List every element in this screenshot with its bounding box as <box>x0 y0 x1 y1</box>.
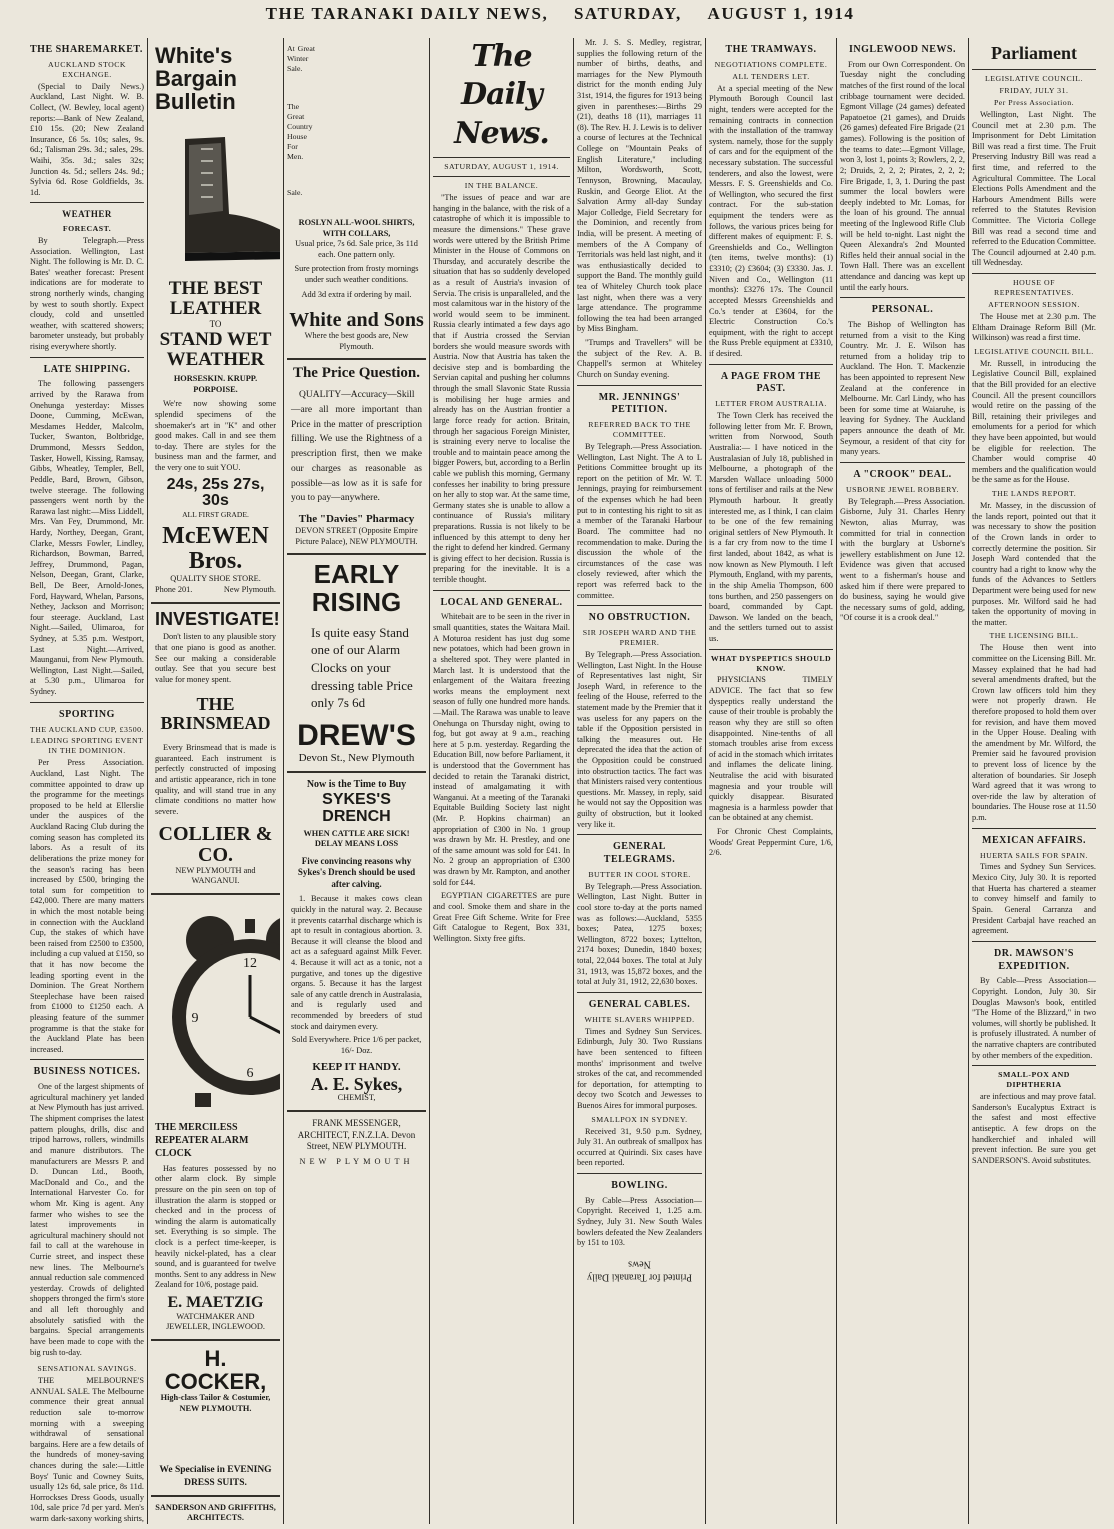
collier-ad <box>151 602 280 893</box>
sporting-heading: SPORTING <box>59 708 115 720</box>
pharmacy-ad <box>287 358 426 553</box>
add-3d-text: Add 3d extra if ordering by mail. <box>301 289 412 299</box>
drews-ad <box>287 553 426 771</box>
cup-text: Per Press Association. Auckland, Last Night. The committee appointed to draw up the programme for the meetings proposed to be held at Ellerslie under the auspices of the Auckland Racing Club during the coming season has completed its labors. As a result of its deliberations the prize money for the season's racing has been increased by £500, bringing the total sum for competition to £42,000. There are many matters in which the most notable being in connection with the Auckland Cup, the stakes of which have been raised from £2500 to £3500, including a cup valued at £150, so that it has now become the leading sporting event in the Dominion. The Great Northern Steeplechase have been raised from £1000 to £1250 each. A pleasing feature of the summer programme is that the stake for the Auckland Plate has been increased. <box>30 758 144 1054</box>
sold-label: Sold Everywhere. Price 1/6 per packet, 16/- Doz. <box>291 1035 422 1055</box>
leather-types: HORSESKIN. KRUPP. PORPOISE. <box>173 374 258 394</box>
whites-title: White's Bargain Bulletin <box>155 43 237 115</box>
smallpox-diphtheria-heading: SMALL-POX AND DIPHTHERIA <box>998 1070 1070 1090</box>
local-general-heading: LOCAL AND GENERAL. <box>440 596 563 608</box>
column-rule <box>968 38 969 1524</box>
lands-heading: THE LANDS REPORT. <box>991 489 1077 499</box>
sharemarket-text: (Special to Daily News.) Auckland, Last Night. W. B. Collect, (W. Bewley, local agent) reports:—Bank of New Zealand, £10 15s. (20; New Zealand Insurance, £6 5s. 10s; sales, 9s. 6d.; Talisman 29s. 3d.; sales, 29s. Waihi, 35s. 3d.; sales 32s; Junction 4s. 5d.; sellers 24s. 9d.; Sylvia 6d. Rose Goldfields, 3s. 1d. <box>30 81 144 197</box>
svg-text:12: 12 <box>243 955 257 971</box>
sykes-ad <box>287 771 426 1110</box>
cup-subheading: LEADING SPORTING EVENT IN THE DOMINION. <box>30 736 144 756</box>
cattle-label: WHEN CATTLE ARE SICK! DELAY MEANS LOSS <box>303 828 410 849</box>
jennings-text: By Telegraph.—Press Association. Wellington, Last Night. The A to L Petitions Committee brought up its report on the petition of Mr. W. T. Jennings, praying for reimbursement of the expenses which he had been put to in contesting his right to sit as a member of the Taranaki Harbour Board. The committee had no recommendation to make. During the discussion the whole of the circumstances of the case was closely reviewed, after which the report was referred back to the committee. <box>577 442 702 600</box>
parliament-heading: Parliament <box>991 43 1077 63</box>
letter-text: The Town Clerk has received the following letter from Mr. F. Brown, written from Norwood, South Australia:— I have noticed in the Australasian of July 18, published in Melbourne, a photograph of the Marsden Wallace unloading 5000 tons of fertiliser and rails at the New Plymouth harbour. It greatly interested me, as I think, I can claim to be one of the few remaining original settlers of New Plymouth. It is a far cry from now to the time I first landed, about 1842, as what is now known as New Plymouth. I left Plymouth, England, with my parents, in the ship Amelia Thompson, 600 tons burthen, and 250 passengers on board, commanded by Capt. Dawson. We landed on the beach, and the settlers turned out to assist us. <box>709 411 833 643</box>
best-leather-heading: THE BEST LEATHER <box>168 277 263 319</box>
huerta-heading: HUERTA SAILS FOR SPAIN. <box>979 850 1089 860</box>
mcewen-heading: McEWEN Bros. <box>162 522 269 575</box>
column-rule <box>147 38 148 1524</box>
lands-text: Mr. Massey, in the discussion of the lands report, pointed out that it was necessary to show the position of the Crown lands in order to correctly determine the position. Sir Joseph Ward contended that the country had a right to know why the funds of the Advances to Settlers Department were being used for new purposes. Mr. Wilford said he had taken the opportunity of moving in the matter. <box>972 501 1096 627</box>
cigarettes-text: EGYPTIAN CIGARETTES are pure and cool. Smoke them and share in the Great Free Gift Scheme. Write for Free Gift Catalogue to Regent, Box 331, Wellington. Sixty free gifts. <box>433 891 570 943</box>
boot-illustration <box>155 119 280 269</box>
friday-label: FRIDAY, JULY 31. <box>999 86 1069 95</box>
tramways-text: At a special meeting of the New Plymouth Borough Council last night, tenders were accepted for the remaining contracts in connection with the installation of the tramway system. namely, those for the supply of cars and for the equipment of the necessary substation. The successful tenderers, and also the lowest, were Messrs. F. S. Greenshields and Co. of Wellington, who secured the first contract. For the sub-station equipment the tenders were as follows, the various prices being for different makes of equipment: F. S. Greenshields and Co., Wellington (ten items, twelve months): (1) £3310; (2) £3604; (3) £3330. Jas. J. Niven and Co., Wellington (11 months): £3276 17s. The Council accepted Messrs Greenshields and Co.'s tender at £3604, for the Electric Construction Co.'s equipment, with the right to accept the Russ Preble equipment at £3310, if desired. <box>709 83 833 358</box>
council-text: Wellington, Last Night. The Council met at 2.30 p.m. The Imprisonment for Debt Limitation Bill was read a first time. The Fruit Preserving Industry Bill was read a first time, and referred to the Agricultural Committee. The Local Elections Polls Amendment and the Harbours Amendment Bills were referred to the Statutes Revision Committee. The Victoria College Bill was read a second time and referred to the Education Committee. The Council adjourned at 2.40 p.m. till Wednesday. <box>972 109 1096 268</box>
butter-text: By Telegraph.—Press Association. Wellington, Last Night. Butter in cool store to-day at the ports named was as follows:—Auckland, 5355 boxes; Patea, 1275 boxes; Wellington, 8722 boxes; Lyttelton, 2174 boxes; Dunedin, 1840 boxes; total, 22,044 boxes. The total at July 31, 1913, was 15,872 boxes, and the total at July 31, 1912, 22,630 boxes. <box>577 881 702 987</box>
white-sons-address: Where the best goods are, New Plymouth. <box>304 331 409 351</box>
price-question-text: QUALITY—Accuracy—Skill—are all more important than Price in the matter of prescription filling. We use the Rightness of a prescription first, then we make our charges as reasonable as possible—as low as it is safe for you to pay—anywhere. <box>291 390 422 504</box>
messenger-ad <box>287 1110 426 1173</box>
bowling-heading: BOWLING. <box>611 1179 668 1191</box>
dyspeptics-text: PHYSICIANS TIMELY ADVICE. The fact that so few dyspeptics really understand the cause of their trouble is probably the reason why they are still so often disappointed. Nine-tenths of all stomach troubles arise from excess of acid in the stomach which irritates and inflames the delicate lining. Neutralise the acid with bisurated magnesia and your trouble will quickly disappear. Bisurated magnesia is a harmless powder that can be obtained at any chemist. <box>709 675 833 823</box>
column-rule <box>836 38 837 1524</box>
obstruction-heading: NO OBSTRUCTION. <box>588 612 691 624</box>
shoe-prices: 24s, 25s 27s, 30s <box>166 475 265 510</box>
cables-heading: GENERAL CABLES. <box>588 998 691 1010</box>
mcewen-contact <box>155 585 276 596</box>
whites-side-label: At Great Winter Sale. <box>287 44 315 73</box>
trumps-text: "Trumps and Travellers" will be the subject of the Rev. A. B. Chappell's sermon at Whiteley Church on Sunday evening. <box>577 338 702 379</box>
balance-text: "The issues of peace and war are hanging in the balance, with the risk of a catastrophe of which it is impossible to measure the dimensions." These grave words were uttered by the British Prime Minister in the House of Commons on Thursday, and accurately describe the situation that has so suddenly developed as a result of Austria's invasion of Servia. The crisis is unparalleled, and the most calamitous war in the history of the world would seem to be imminent. Russia clearly intimated a few days ago that if Austria crossed the Servian borders she would measure swords with Austria. Now that Austria has taken the decisive step and is bombarding the Servian capital and pushing her columns through the small Slavonic State Russia is mobilising her huge armies and already has on the Austrian frontier a large force ready for action. Britain, through her sagacious Foreign Minister, is straining every nerve to localise the trouble and to maintain peace among the bigger Powers, but, according to a Berlin cable we publish this morning, Germany confesses her inability to bring pressure on her ally to stop war. At the same time, Germany states she is unable to allow a continuance of Russia's military preparations. Russia is not likely to be influenced by this attempt to deny her the right to defend her kindred. Germany is giving effect to her decision. Russia is preparing for the inevitable. It is a terrible thought. <box>433 193 570 585</box>
bowling-text: By Cable—Press Association—Copyright. Received 1, 1.25 a.m. Sydney, July 31. New South Wales bowlers defeated the New Zealanders by 151 to 103. <box>577 1195 702 1248</box>
leather-text: We're now showing some splendid specimens of the shoemaker's art in "K" and other good makes. Call in and see them to-day. There are styles for the business man and the farmer, and the very one to suit YOU. <box>155 399 276 473</box>
column-3 <box>287 38 426 1524</box>
slavers-text: Times and Sydney Sun Services. Edinburgh, July 30. Two Russians have been sentenced to fifteen months' imprisonment and twelve strokes of the cat, and recommended for deportation, for attempting to decoy two Scotch and Jewesses to Buenos Aires for immoral purposes. <box>577 1026 702 1110</box>
column-8 <box>972 38 1096 1524</box>
forecast-heading: FORECAST. <box>62 223 112 233</box>
cocker-heading: H. COCKER, <box>164 1346 267 1395</box>
shipping-heading: LATE SHIPPING. <box>43 363 131 375</box>
merciless-heading: THE MERCILESS REPEATER ALARM CLOCK <box>155 1122 249 1159</box>
jennings-heading: MR. JENNINGS' PETITION. <box>598 391 681 416</box>
whites-ad <box>151 38 280 602</box>
dyspeptics-heading: WHAT DYSPEPTICS SHOULD KNOW. <box>710 653 832 673</box>
to-label: TO <box>209 318 222 329</box>
drews-address: Devon St., New Plymouth <box>298 752 415 765</box>
sharemarket-heading: THE SHAREMARKET. <box>30 44 143 55</box>
legislative-bill-text: Mr. Russell, in introducing the Legislative Council Bill, explained that the Bill provided for an elective Council. All the present councillors would retire on the passing of the Bill, retaining their privileges and emoluments for a period for which they have been appointed, but would be eligible for reelection. The Chamber would comprise 40 members and the qualification would be the same as for the House. <box>972 358 1096 485</box>
weather-heading: WEATHER <box>62 209 112 220</box>
sanderson-heading: SANDERSON AND GRIFFITHS, ARCHITECTS. <box>155 1502 276 1523</box>
business-text: One of the largest shipments of agricultural machinery yet landed at New Plymouth has just arrived. The shipment comprises the latest pattern ploughs, drills, disc and tripod harrows, rollers, windmills and manure distributors. The manufacturers are Messrs P. and D. Duncan Ltd., Booth, MacDonald and Co., and the International Harvester Co. for whom Mr. King is agent. Any farmer who wishes to see the latest improvements in agricultural machinery should not fail to call at the warehouse in Currie street, and inspect these new lines. The Melbourne's annual reduction sale commenced yesterday. Crowds of delighted shoppers thronged the firm's store and all left thoroughly and absolutely satisfied with the bargains. Special arrangements have been made to cope with the big rush to-day. <box>30 1082 144 1357</box>
registrar-text: Mr. J. S. S. Medley, registrar, supplies the following return of the number of births, deaths, and marriages for the New Plymouth district for the month ending July 31st, 1914, the figures for 1913 being given in parentheses:—Births 29 (21), deaths 18 (11), marriages 11 (8). The Rev. H. J. Lewis is to deliver a course of lectures at the Technical College on "Mountain Peaks of English Literature," including Milton, Wordsworth, Scott, Tennyson, Browning, Macaulay, Ruskin, and George Eliot. At the Salvation Army all-day Sunday Major Colledge, Field Secretary for the Dominion, and recently from India, will be present. A meeting of members of the A Company of Territorials was held last night, and it was enthusiastically decided to support the Band. The monthly guild tea of Whiteley Church took place last night, when there was a very large attendance. The programme following the tea had been arranged by Miss Bingham. <box>577 38 702 334</box>
clock-ad <box>151 893 280 1339</box>
slavers-heading: WHITE SLAVERS WHIPPED. <box>584 1014 695 1024</box>
drews-heading: DREW'S <box>297 718 416 752</box>
smallpox-heading: SMALLPOX IN SYDNEY. <box>591 1114 688 1124</box>
reps-heading: HOUSE OF REPRESENTATIVES. <box>994 278 1074 298</box>
masthead-date: AUGUST 1, 1914 <box>707 4 855 23</box>
stock-exchange-subheading: AUCKLAND STOCK EXCHANGE. <box>47 59 127 79</box>
balance-heading: IN THE BALANCE. <box>464 181 539 191</box>
sykes-reasons: 1. Because it makes cows clean quickly in the natural way. 2. Because it prevents catarrhal discharge which is apt to result in contagious abortion. 3. Because it will cleanse the blood and act as a safeguard against Milk Fever. 4. Because it will act as a tonic, not a purgative, and tones up the digestive organs. 5. Because it has the largest sale of any cattle drench in Australasia, and is regularly used and recommended by breeders of stud stock and dairymen every. <box>291 894 422 1031</box>
chemist-label: CHEMIST, <box>337 1093 376 1103</box>
merciless-text: Has features possessed by no other alarm clock. By simple pressure on the pin seen on top of illustration the alarm is stopped or checked and in the process of winding the alarm is automatically set. Everything is so simple. The clock is a perfect time-keeper, is heavily nickel-plated, has a clear sound, and is guaranteed for twelve months. Sent to any address in New Zealand for 10/6, postage paid. <box>155 1163 276 1290</box>
cocker-subheading: High-class Tailor & Costumier, NEW PLYMOUTH. <box>160 1393 271 1413</box>
roslyn-ad <box>287 218 426 352</box>
roslyn-price: Usual price, 7s 6d. Sale price, 3s 11d each. One pattern only. <box>295 239 418 259</box>
reps-text: The House met at 2.30 p.m. The Eltham Drainage Reform Bill (Mr. Wilkinson) was read a first time. <box>972 311 1096 343</box>
column-1 <box>30 38 144 1524</box>
investigate-heading: INVESTIGATE! <box>155 608 280 629</box>
davies-address: DEVON STREET (Opposite Empire Picture Palace), NEW PLYMOUTH. <box>295 526 418 546</box>
local-general-text: Whitebait are to be seen in the river in small quantities, states the Waitara Mail. A Moturoa resident has just dug some new potatoes, which had been grown in a sheltered spot. They were planted in March last. It is understood that the enlargement of the Waitara freezing works means the employment next season of fully one hundred more hands.—Mail. The Rarawa was unable to leave Onehunga on Thursday night, owing to fog, but got away at 9 a.m., reaching here at 5 p.m. yesterday. Regarding the Education Bill, now before Parliament, it is understood that the Government has decided to retain the Taranaki district, instead of amalgamating it with Wanganui. At a meeting of the Taranaki Equitable Building Society last night (Mr. P. Hopkins chairman) an appropriation of £300 in No. 1 group was drawn by Mr. H. Prestley, and one of the same amount was sold for £41. In No. 2 group an appropriation of £300 was drawn by Mr. Rampton, and another sold for £44. <box>433 612 570 887</box>
shipping-text: The following passengers arrived by the Rarawa from Onehunga yesterday: Misses Doone, Cumming, McEwan, Mesdames Hedder, Malcolm, Tucker, Swanton, Boltbridge, Drummond, Messrs Seddon, Tasker, Howell, Kissing, Ramsay, Gibbs, Wheatley, Templer, Bell, Peddle, Bard, Brown, Gibson, twelve steerage. The following passengers went north by the Rarawa last night:—Miss Liddell, Mrs. Van Fey, Drummond, Mr. Hardy, Northey, Deegan, Grant, Clarke, Messrs Fowler, Lindley, Richardson, Bowman, Barred, Jeffrey, Drummond, Pagan, Nelson, Deegan, Grant, Clarke, Bell, De Beer, Arnold-Jones, Ford, Hayward, Whelan, Parsons, Nethey, Jackson and Morrison; four steerage. Auckland, Last Night.—Sailed, Ulimaroa, for Sydney, at 5.35 p.m. Westport, Last Night.—Arrived, Maunganui, from New Plymouth. Wellington, Last Night.—Sailed, at 5.30 p.m., Ulimaroa for Sydney. <box>30 379 144 697</box>
sensational-text: THE MELBOURNE'S ANNUAL SALE. The Melbourne commence their great annual reduction sale to-morrow morning with a sweeping withdrawal of sensational bargains. Here are a few details of the hundreds of money-saving chances during the sale:—Little Boys' Tunic and Cowney Suits, usually 12s 6d, sale price, 8s 11d. Horrockses Dress Goods, usually 10d, sale price 7d per yard. Men's warm dark-saxony working shirts, <box>30 1376 144 1523</box>
personal-heading: PERSONAL. <box>871 304 934 316</box>
business-heading: BUSINESS NOTICES. <box>33 1066 141 1078</box>
first-grade-label: ALL FIRST GRADE. <box>182 510 249 520</box>
tramways-subheading: NEGOTIATIONS COMPLETE. <box>714 59 828 69</box>
column-7 <box>840 38 965 1524</box>
tenders-subheading: ALL TENDERS LET. <box>732 71 810 81</box>
legislative-bill-heading: LEGISLATIVE COUNCIL BILL. <box>974 346 1094 356</box>
specialise-label: We Specialise in EVENING DRESS SUITS. <box>159 1465 272 1488</box>
obstruction-subheading: SIR JOSEPH WARD AND THE PREMIER. <box>582 627 697 647</box>
press-association-label: Per Press Association. <box>993 97 1075 107</box>
mawson-text: By Cable—Press Association—Copyright. London, July 30. Sir Douglas Mawson's book, entitled "The Home of the Blizzard," in two volumes, will shortly be published. It is profusely illustrated. A number of the narrative chapters are contributed by other members of the expedition. <box>972 976 1096 1060</box>
forecast-text: By Telegraph.—Press Association. Wellington, Last Night. The following is Mr. D. C. Bates' weather forecast: Present indications are for moderate to strong northerly winds, changing by west to south shortly. Expect cloudy, cold and unsettled weather, with scattered showers; barometer unsteady, but probably rising everywhere shortly. <box>30 235 144 352</box>
collier-address: NEW PLYMOUTH and WANGANUI. <box>175 865 256 886</box>
past-heading: A PAGE FROM THE PAST. <box>720 370 822 395</box>
peppermint-cure-text: For Chronic Chest Complaints, Woods' Great Peppermint Cure, 1/6, 2/6. <box>709 827 833 858</box>
maetzig-subheading: WATCHMAKER AND JEWELLER, INGLEWOOD. <box>166 1311 265 1332</box>
mexican-heading: MEXICAN AFFAIRS. <box>982 834 1086 846</box>
mcewen-location: New Plymouth. <box>223 584 276 594</box>
footer-new-plymouth: NEW PLYMOUTH <box>299 1156 414 1166</box>
column-rule <box>283 38 284 1524</box>
printer-stamp: Printed for Taranaki Daily News <box>587 1258 692 1283</box>
cup-heading: THE AUCKLAND CUP, £3500. <box>30 724 144 734</box>
personal-text: The Bishop of Wellington has returned from a visit to the King Country. Mr. J. E. Wilson has returned from a holiday trip to Auckland. The Hon. T. Mackenzie has been appointed to represent New Zealand at the conference in Melbourne. Mr. Carl Lindy, who has been for some time at Waiaruhe, is leaving for Sydney. The Auckland papers announce the death of Mr. Seymour, a resident of that city for many years. <box>840 320 965 457</box>
daily-news-title: The Daily News. <box>454 39 549 151</box>
masthead-paper: THE TARANAKI DAILY NEWS, <box>265 4 549 23</box>
asykes-heading: A. E. Sykes, <box>310 1073 403 1094</box>
column-2 <box>151 38 280 1524</box>
quality-store-label: QUALITY SHOE STORE. <box>170 574 261 584</box>
mawson-heading: DR. MAWSON'S EXPEDITION. <box>994 947 1074 972</box>
bargain-sale-label: Sale. <box>287 188 303 197</box>
column-rule <box>705 38 706 1524</box>
crook-heading: A "CROOK" DEAL. <box>853 468 952 480</box>
crook-text: By Telegraph.—Press Association. Gisborne, July 31. Charles Henry Newton, alias Murray, was committed for trial in connection with the burglary at Usborne's jewellery establishment on June 12. Evidence was given that accused went to a fisherman's house and asked him if there were prepared to do business, saying he would give the necessary sums of gold, adding, "Of course it is a crook deal." <box>840 496 965 623</box>
keep-handy-label: KEEP IT HANDY. <box>312 1061 401 1074</box>
column-rule <box>429 38 430 1524</box>
crook-subheading: USBORNE JEWEL ROBBERY. <box>845 484 960 494</box>
stand-wet-heading: STAND WET WEATHER <box>159 329 272 371</box>
sykes-heading: SYKES'S DRENCH <box>322 790 391 825</box>
smallpox-text: Received 31, 9.50 p.m. Sydney, July 31. An outbreak of smallpox has occurred at Quirindi. Six cases have been reported. <box>577 1126 702 1168</box>
licensing-text: The House then went into committee on the Licensing Bill. Mr. Massey explained that he had had several amendments drafted, but the Crown law officers told him they were not properly drawn. He therefore proposed to hold them over for revision, and have them moved in the Upper House. Dealing with the amendment by Mr. Wilford, the Premier said he favoured provision to prevent loss of licence by the alteration of boundaries. Sir Joseph Ward agreed that it was wrong to over-ride the law by alteration of boundaries. The House rose at 11.50 p.m. <box>972 643 1096 823</box>
licensing-heading: THE LICENSING BILL. <box>989 631 1079 641</box>
mcewen-phone: Phone 201. <box>155 584 193 594</box>
editorial-date: SATURDAY, AUGUST 1, 1914. <box>444 162 559 172</box>
huerta-text: Times and Sydney Sun Services. Mexico City, July 30. It is reported that Huerta has chartered a steamer to convey himself and family to Spain. General Carranza and President Carbajal have reached an agreement. <box>972 862 1096 936</box>
collier-heading: COLLIER & CO. <box>158 822 273 866</box>
sanderson-ad <box>151 1495 280 1524</box>
telegrams-heading: GENERAL TELEGRAMS. <box>603 841 676 866</box>
obstruction-text: By Telegraph.—Press Association. Wellington, Last Night. In the House of Representatives last night, Sir Joseph Ward, in reference to the feeling of the House, referred to the statement made by the Premier that it was useless for any papers on the table if the Opposition persisted in talking the measures out. He deprecated the idea that the action of the Opposition could be construed into obstruction tactics. The fact was that Ministers raised very contentious questions. Mr. Massey, in reply, said he would not say the Opposition was guilty of obstruction, but it looked very like it. <box>577 649 702 829</box>
investigate-text: Don't listen to any plausible story that one piano is good as another. See our making a considerable outlay. See that you secure best value for money spent. <box>155 632 276 684</box>
svg-text:6: 6 <box>246 1065 254 1081</box>
five-reasons-heading: Five convincing reasons why Sykes's Drench should be used after calving. <box>297 855 416 889</box>
whites-ad-cont <box>287 38 426 218</box>
column-rule <box>573 38 574 1524</box>
column-4 <box>433 38 570 1524</box>
sensational-heading: SENSATIONAL SAVINGS. <box>37 1364 137 1374</box>
masthead <box>20 4 1100 34</box>
inglewood-text: From our Own Correspondent. On Tuesday night the concluding matches of the first round of the local cribbage tournament were decided. Egmont Village (24 games) defeated Papatoetoe (21 games), and Druids (26 games) defeated Fire Brigade (21 games). Following is the position of the teams to date:—Egmont Village, won 3, lost 1, points 3; Rowlers, 2, 2, 2; Druids, 2, 2, 2; Pirates, 2, 2, 2; Fire Brigade, 1, 3, 1. During the past summer the local bowlers were deeply indebted to Mr. Lomas, for the loan of his ground. The annual meeting of the Inglewood Rifle Club will be held to-night. Last night the Queen Alexandra's 2nd Mounted Rifles held their annual social in the Town Hall. There was an excellent attendance and dancing was kept up until the early hours. <box>840 59 965 292</box>
messenger-text: FRANK MESSENGER, ARCHITECT, F.N.Z.I.A. Devon Street, NEW PLYMOUTH. <box>297 1118 416 1152</box>
masthead-day: SATURDAY, <box>573 4 682 23</box>
davies-heading: The "Davies" Pharmacy <box>298 512 415 525</box>
tramways-heading: THE TRAMWAYS. <box>725 44 817 55</box>
brinsmead-text: Every Brinsmead that is made is guaranteed. Each instrument is perfectly constructed of imposing and artistic appearance, rich in tone quality, and will stand true in any climate conditions no matter how severe. <box>155 743 276 816</box>
smallpox-diphtheria-text: are infectious and may prove fatal. Sanderson's Eucalyptus Extract is the safest and most effective antiseptic. A few drops on the handkerchief and inhaled will prevent infection. Be sure you get SANDERSON'S. Avoid substitutes. <box>972 1092 1096 1165</box>
letter-heading: LETTER FROM AUSTRALIA. <box>715 399 827 409</box>
maetzig-heading: E. MAETZIG <box>167 1294 264 1312</box>
roslyn-heading: ROSLYN ALL-WOOL SHIRTS, WITH COLLARS, <box>298 218 415 238</box>
brinsmead-heading: THE BRINSMEAD <box>160 694 271 734</box>
early-rising-text: Is quite easy Stand one of our Alarm Clocks on your dressing table Price only 7s 6d <box>311 624 413 711</box>
price-question-heading: The Price Question. <box>292 365 421 382</box>
cocker-ad <box>151 1339 280 1495</box>
whites-great-label: The Great Country House For Men. <box>287 102 313 161</box>
column-6 <box>709 38 833 1524</box>
now-time-label: Now is the Time to Buy <box>306 779 407 791</box>
column-5 <box>577 38 702 1524</box>
jennings-subheading: REFERRED BACK TO THE COMMITTEE. <box>588 420 691 440</box>
alarm-clock-illustration <box>155 905 280 1115</box>
legislative-heading: LEGISLATIVE COUNCIL. <box>985 74 1083 84</box>
inglewood-heading: INGLEWOOD NEWS. <box>849 44 956 55</box>
early-rising-heading: EARLY RISING <box>311 559 402 617</box>
sure-protection-text: Sure protection from frosty mornings under such weather conditions. <box>294 264 419 285</box>
svg-text:9: 9 <box>191 1010 199 1026</box>
afternoon-heading: AFTERNOON SESSION. <box>988 300 1080 310</box>
butter-heading: BUTTER IN COOL STORE. <box>588 869 691 879</box>
white-sons-heading: White and Sons <box>289 309 424 332</box>
